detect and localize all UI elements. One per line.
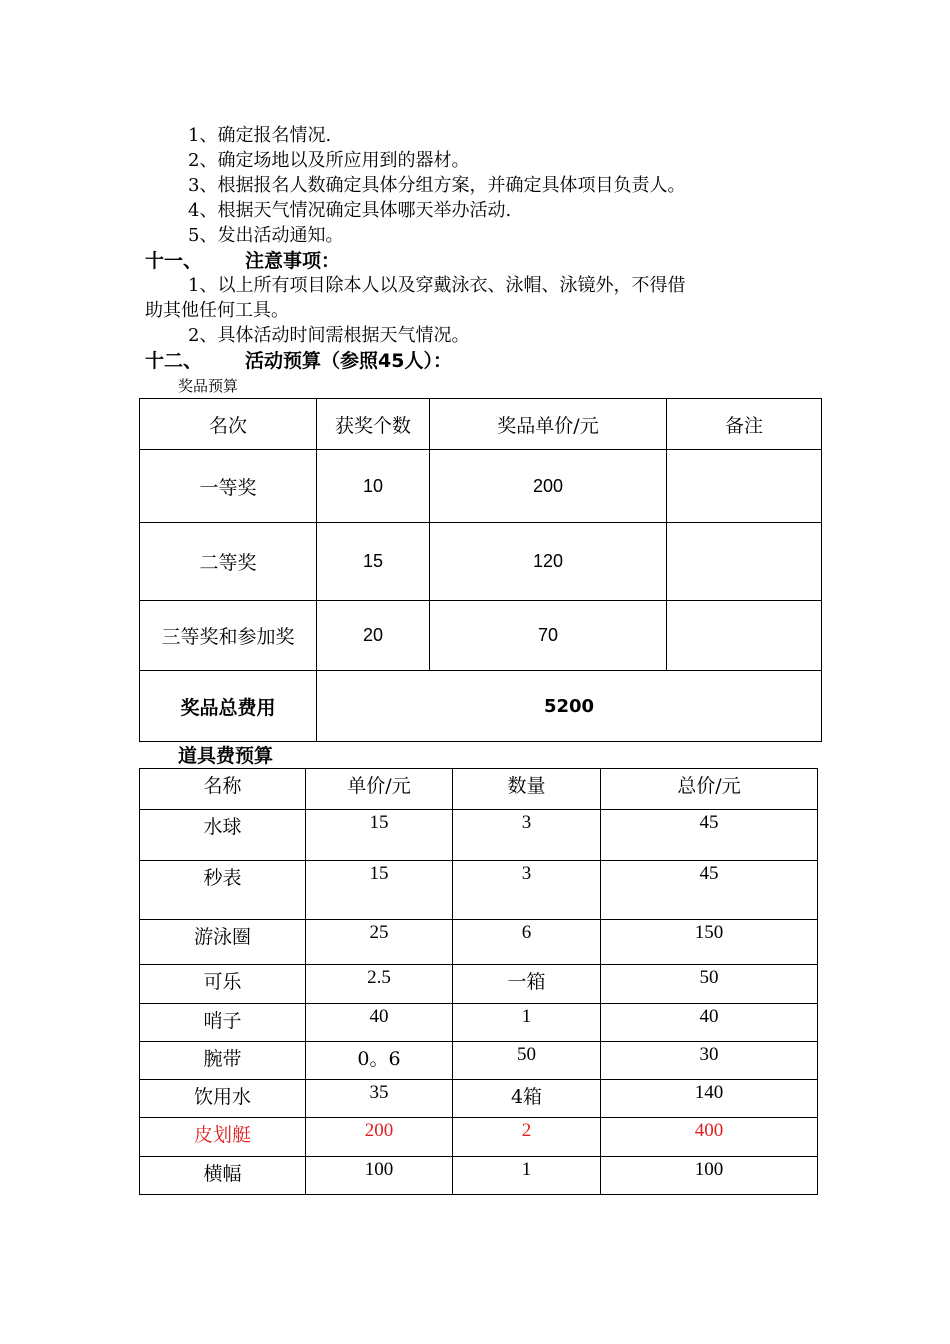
prop-qty: 1 xyxy=(453,1157,601,1195)
prize-header-count: 获奖个数 xyxy=(317,399,430,450)
table-row-highlighted xyxy=(140,1118,818,1157)
prop-name: 秒表 xyxy=(140,861,306,920)
prop-total: 400 xyxy=(601,1118,818,1157)
prize-price: 200 xyxy=(430,450,667,523)
table-row xyxy=(140,810,818,861)
prop-budget-caption: 道具费预算 xyxy=(178,745,274,767)
prop-price: 15 xyxy=(306,861,453,920)
prop-price: 100 xyxy=(306,1157,453,1195)
note-2: 2、具体活动时间需根据天气情况。 xyxy=(188,325,470,346)
prize-price: 120 xyxy=(430,523,667,601)
prop-header-price: 单价/元 xyxy=(306,769,453,810)
prop-header-total: 总价/元 xyxy=(601,769,818,810)
prop-name: 横幅 xyxy=(140,1157,306,1195)
prop-qty: 1 xyxy=(453,1004,601,1042)
prize-budget-caption: 奖品预算 xyxy=(178,377,239,395)
prize-header-price: 奖品单价/元 xyxy=(430,399,667,450)
prop-price: 40 xyxy=(306,1004,453,1042)
prop-total: 40 xyxy=(601,1004,818,1042)
prop-price: 35 xyxy=(306,1080,453,1118)
prop-qty: 3 xyxy=(453,810,601,861)
prop-total: 140 xyxy=(601,1080,818,1118)
step-4: 4、根据天气情况确定具体哪天举办活动. xyxy=(188,200,512,221)
prize-rank: 一等奖 xyxy=(140,450,317,523)
prop-name: 游泳圈 xyxy=(140,920,306,965)
prop-header-name: 名称 xyxy=(140,769,306,810)
prop-name: 水球 xyxy=(140,810,306,861)
prop-total: 45 xyxy=(601,861,818,920)
prop-total: 45 xyxy=(601,810,818,861)
prize-rank: 三等奖和参加奖 xyxy=(140,601,317,671)
prop-price: 25 xyxy=(306,920,453,965)
prize-header-rank: 名次 xyxy=(140,399,317,450)
prize-count: 20 xyxy=(317,601,430,671)
table-row xyxy=(140,920,818,965)
step-1: 1、确定报名情况. xyxy=(188,125,332,146)
section-11-title: 注意事项： xyxy=(245,250,341,272)
section-12-number: 十二、 xyxy=(145,350,203,372)
prize-total-label: 奖品总费用 xyxy=(140,671,317,742)
prop-header-qty: 数量 xyxy=(453,769,601,810)
prop-name: 哨子 xyxy=(140,1004,306,1042)
prize-note xyxy=(667,601,822,671)
prop-price: 15 xyxy=(306,810,453,861)
prop-qty: 50 xyxy=(453,1042,601,1080)
prop-name: 腕带 xyxy=(140,1042,306,1080)
table-row xyxy=(140,861,818,920)
prize-total-value: 5200 xyxy=(317,671,822,742)
prop-price: 2.5 xyxy=(306,965,453,1004)
prop-header-row xyxy=(140,769,818,810)
prize-budget-table xyxy=(139,398,822,742)
prop-total: 100 xyxy=(601,1157,818,1195)
prop-qty: 4箱 xyxy=(453,1080,601,1118)
note-1-line-2: 助其他任何工具。 xyxy=(145,300,289,321)
step-5: 5、发出活动通知。 xyxy=(188,225,344,246)
prop-budget-table xyxy=(139,768,818,1195)
prize-price: 70 xyxy=(430,601,667,671)
section-11-number: 十一、 xyxy=(145,250,203,272)
prop-qty: 2 xyxy=(453,1118,601,1157)
table-row xyxy=(140,1080,818,1118)
prize-count: 10 xyxy=(317,450,430,523)
step-3: 3、根据报名人数确定具体分组方案，并确定具体项目负责人。 xyxy=(188,175,686,196)
step-2: 2、确定场地以及所应用到的器材。 xyxy=(188,150,470,171)
prop-name: 皮划艇 xyxy=(140,1118,306,1157)
prop-price: 0。6 xyxy=(306,1042,453,1080)
prop-qty: 6 xyxy=(453,920,601,965)
prop-qty: 一箱 xyxy=(453,965,601,1004)
prop-total: 30 xyxy=(601,1042,818,1080)
table-row xyxy=(140,965,818,1004)
section-12-title: 活动预算（参照45人）： xyxy=(245,350,452,372)
prize-header-row xyxy=(140,399,822,450)
prize-note xyxy=(667,523,822,601)
table-row xyxy=(140,1004,818,1042)
prize-note xyxy=(667,450,822,523)
prop-price: 200 xyxy=(306,1118,453,1157)
table-row xyxy=(140,523,822,601)
table-row xyxy=(140,1042,818,1080)
prize-count: 15 xyxy=(317,523,430,601)
prize-rank: 二等奖 xyxy=(140,523,317,601)
prize-header-note: 备注 xyxy=(667,399,822,450)
prop-total: 50 xyxy=(601,965,818,1004)
prop-name: 饮用水 xyxy=(140,1080,306,1118)
table-row xyxy=(140,1157,818,1195)
table-row xyxy=(140,450,822,523)
note-1-line-1: 1、以上所有项目除本人以及穿戴泳衣、泳帽、泳镜外，不得借 xyxy=(188,275,686,296)
prop-qty: 3 xyxy=(453,861,601,920)
prize-total-row xyxy=(140,671,822,742)
table-row xyxy=(140,601,822,671)
prop-total: 150 xyxy=(601,920,818,965)
prop-name: 可乐 xyxy=(140,965,306,1004)
